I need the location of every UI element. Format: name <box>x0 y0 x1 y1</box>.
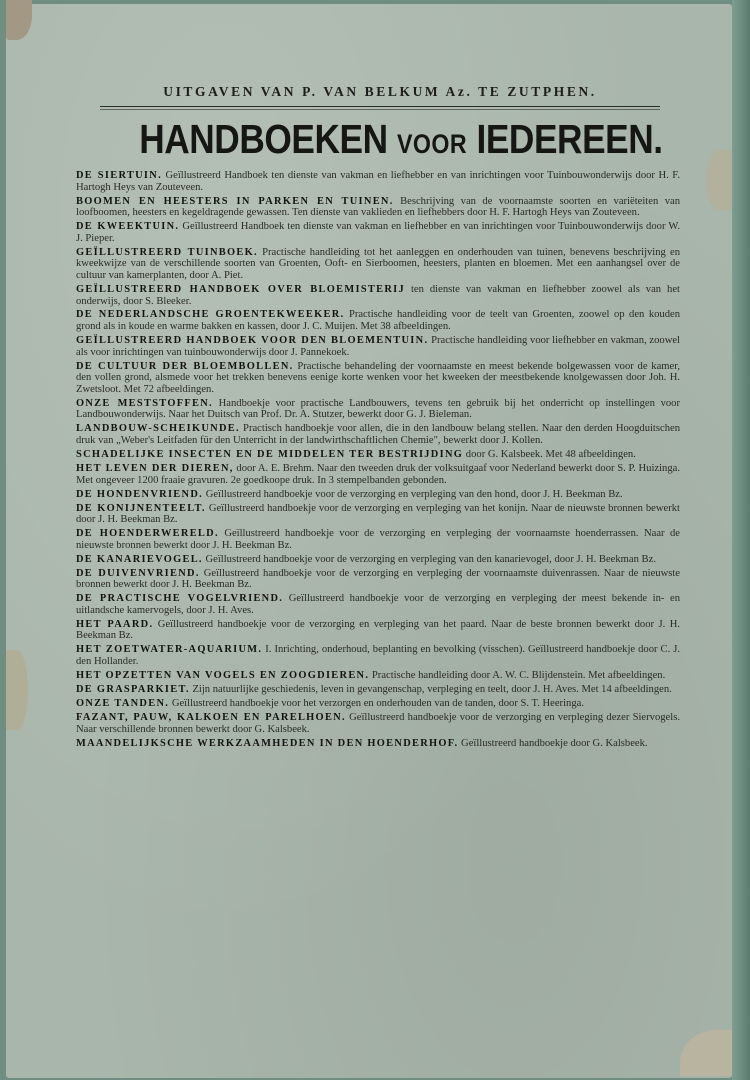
book-entry-title: ONZE MESTSTOFFEN. <box>76 397 213 409</box>
book-entry-title: ONZE TANDEN. <box>76 697 170 709</box>
book-entry <box>76 738 680 750</box>
book-entry <box>76 449 680 461</box>
title-part-handboeken: HANDBOEKEN <box>139 116 388 162</box>
title-part-voor: VOOR <box>396 129 468 159</box>
book-entry-description: Practische handleiding voor de teelt van Groenten, zoowel op den kouden grond als in koude en warme bakken en kassen, door J. C. Muijen. Met 38 afbeeldingen. <box>76 309 681 333</box>
divider-rule-thin <box>100 109 660 110</box>
book-entry-description: Practisch handboekje voor allen, die in den landbouw belang stellen. Naar den derden Hoogduitschen druk van „Weber's Leitfaden für den Unterricht in der landwirthschaftlichen Chemie", bewerkt door J. Kollen. <box>76 423 680 446</box>
book-entry <box>76 309 680 332</box>
book-entry-description: ten dienste van vakman en liefhebber zoowel als van het onderwijs, door S. Bleeker. <box>76 283 680 307</box>
book-entry <box>76 698 680 710</box>
book-entry-description: Geïllustreerd handboekje voor de verzorging en verpleging van het konijn. Naar de nieuwste bronnen bewerkt door J. H. Beekman Bz. <box>76 502 680 526</box>
book-entry-title: HET OPZETTEN VAN VOGELS EN ZOOGDIEREN. <box>76 669 370 681</box>
book-entry-title: DE KONIJNENTEELT. <box>76 502 206 514</box>
book-entry-description: Zijn natuurlijke geschiedenis, leven in gevangenschap, verpleging en teelt, door J. H. Aves. Met 14 afbeeldingen. <box>192 683 672 695</box>
book-entry-description: Geïllustreerd handboekje voor het verzorgen en onderhouden van de tanden, door S. T. Heeringa. <box>171 697 584 709</box>
book-entry-description: Handboekje voor practische Landbouwers, tevens ten gebruik bij het onderricht op instellingen voor Landbouwonderwijs. Naar het Duitsch van Prof. Dr. A. Stutzer, bewerkt door G. J. Bieleman. <box>76 397 680 421</box>
book-entry <box>76 619 680 642</box>
book-entry-title: DE NEDERLANDSCHE GROENTEKWEEKER. <box>76 309 345 321</box>
book-entry <box>76 398 680 421</box>
book-entry-description: I. Inrichting, onderhoud, beplanting en bevolking (visschen). Geïllustreerd handboekje door C. J. den Hollander. <box>76 644 680 667</box>
book-entry <box>76 644 680 667</box>
book-entry <box>76 528 680 551</box>
book-entry <box>76 554 680 566</box>
worn-edge-right <box>706 150 732 210</box>
book-entry <box>76 684 680 696</box>
book-entry-description: Geïllustreerd handboekje door G. Kalsbeek. <box>461 737 648 749</box>
book-entry <box>76 593 680 616</box>
book-entry-description: door A. E. Brehm. Naar den tweeden druk der volksuitgaaf voor Nederland bewerkt door S. P. Huizinga. Met ongeveer 1200 fraaie gravuren. 2e goedkoope druk. In 3 stempelbanden gebonden. <box>76 462 680 486</box>
book-entry <box>76 247 680 282</box>
book-entry-title: DE SIERTUIN. <box>76 170 162 181</box>
book-entry <box>76 712 680 735</box>
book-entry-title: DE HOENDERWERELD. <box>76 528 219 540</box>
book-entry-title: DE CULTUUR DER BLOEMBOLLEN. <box>76 360 294 372</box>
worn-edge-left <box>6 650 28 730</box>
book-spine-edge <box>732 0 750 1080</box>
book-entry <box>76 670 680 682</box>
book-entry <box>76 221 680 244</box>
book-entry-description: Geïllustreerd handboekje voor de verzorging en verpleging der meest bekende in- en uitlandsche kamervogels, door J. H. Aves. <box>76 593 680 616</box>
book-entry <box>76 284 680 307</box>
book-entry-description: Geïllustreerd handboekje voor de verzorging en verpleging dezer Siervogels. Naar verschillende bronnen bewerkt door G. Kalsbeek. <box>76 711 680 735</box>
book-entry-description: Geïllustreerd handboekje voor de verzorging en verpleging der voornaamste duivenrassen. Naar de nieuwste bronnen bewerkt door J. H. Beekman Bz. <box>76 567 680 591</box>
book-entry-title: DE KANARIEVOGEL. <box>76 553 203 565</box>
book-entry <box>76 335 680 358</box>
book-entry-title: SCHADELIJKE INSECTEN EN DE MIDDELEN TER BESTRIJDING <box>76 448 464 460</box>
book-entry-description: door G. Kalsbeek. Met 48 afbeeldingen. <box>465 448 636 460</box>
book-entry-title: FAZANT, PAUW, KALKOEN EN PARELHOEN. <box>76 711 346 723</box>
book-list <box>76 170 680 751</box>
book-entry-description: Geïllustreerd Handboek ten dienste van vakman en liefhebber en van inrichtingen voor Tuinbouwonderwijs door H. F. Hartogh Heys van Zouteveen. <box>76 170 680 193</box>
book-entry-description: Practische behandeling der voornaamste en meest bekende bolgewassen voor de kamer, den vollen grond, alsmede voor het trekken benevens eenige korte wenken voor het kweeken der meestbekende knolgewassen door Joh. H. Zwetsloot. Met 72 afbeeldingen. <box>76 360 680 395</box>
book-entry-title: DE GRASPARKIET. <box>76 683 190 695</box>
book-entry-title: LANDBOUW-SCHEIKUNDE. <box>76 423 240 435</box>
book-entry-title: BOOMEN EN HEESTERS IN PARKEN EN TUINEN. <box>76 195 394 207</box>
book-entry-title: DE DUIVENVRIEND. <box>76 567 200 579</box>
book-entry-description: Geïllustreerd handboekje voor de verzorging en verpleging van het paard. Naar de beste bronnen bewerkt door J. H. Beekman Bz. <box>76 618 680 642</box>
book-entry-title: DE KWEEKTUIN. <box>76 221 180 233</box>
book-entry <box>76 463 680 486</box>
book-entry-title: HET LEVEN DER DIEREN, <box>76 462 234 474</box>
book-entry-title: MAANDELIJKSCHE WERKZAAMHEDEN IN DEN HOENDERHOF. <box>76 737 459 749</box>
title-part-iedereen: IEDEREEN. <box>476 116 663 162</box>
book-entry <box>76 568 680 591</box>
book-entry-title: GEÏLLUSTREERD TUINBOEK. <box>76 246 258 258</box>
book-entry <box>76 489 680 501</box>
book-entry-title: DE PRACTISCHE VOGELVRIEND. <box>76 593 284 605</box>
book-entry <box>76 170 680 193</box>
book-entry-description: Practische handleiding voor liefhebber en vakman, zoowel als voor inrichtingen van tuinbouwonderwijs door J. Pannekoek. <box>76 335 680 358</box>
book-entry-description: Beschrijving van de voornaamste soorten en variëteiten van loofboomen, heesters en kegeldragende gewassen. Ten dienste van vaklieden en liefhebbers door H. F. Hartogh Heys van Zouteveen. <box>76 195 680 219</box>
book-entry-title: GEÏLLUSTREERD HANDBOEK VOOR DEN BLOEMENTUIN. <box>76 335 429 347</box>
book-entry-description: Geïllustreerd handboekje voor de verzorging en verpleging der voornaamste hoenderrassen. Naar de nieuwste bronnen bewerkt door J. H. Beekman Bz. <box>76 528 680 551</box>
publisher-line: UITGAVEN VAN P. VAN BELKUM Az. TE ZUTPHEN. <box>163 84 597 99</box>
divider-rule <box>100 106 660 107</box>
book-entry <box>76 196 680 219</box>
book-entry-title: DE HONDENVRIEND. <box>76 488 204 500</box>
main-title <box>139 116 663 163</box>
book-entry-title: HET PAARD. <box>76 618 154 630</box>
book-entry-description: Geïllustreerd handboekje voor de verzorging en verpleging van den hond, door J. H. Beekman Bz. <box>205 488 623 500</box>
book-entry-description: Practische handleiding door A. W. C. Blijdenstein. Met afbeeldingen. <box>371 669 666 681</box>
book-entry-description: Practische handleiding tot het aanleggen en onderhouden van tuinen, benevens beschrijving en kweekwijze van de verschillende soorten van Groenten, Ooft- en Sierboomen, heesters, planten en bloemen. Met een aanhangsel over de cultuur van kamerplanten, door A. Piet. <box>76 246 681 281</box>
book-entry-description: Geïllustreerd handboekje voor de verzorging en verpleging van den kanarievogel, door J. H. Beekman Bz. <box>205 553 656 565</box>
book-entry <box>76 361 680 396</box>
book-entry <box>76 423 680 446</box>
book-entry <box>76 503 680 526</box>
book-entry-description: Geïllustreerd Handboek ten dienste van vakman en liefhebber en van inrichtingen voor Tuinbouwonderwijs door W. J. Pieper. <box>76 221 680 244</box>
book-entry-title: GEÏLLUSTREERD HANDBOEK OVER BLOEMISTERIJ <box>76 283 405 295</box>
book-entry-title: HET ZOETWATER-AQUARIUM. <box>76 644 263 656</box>
